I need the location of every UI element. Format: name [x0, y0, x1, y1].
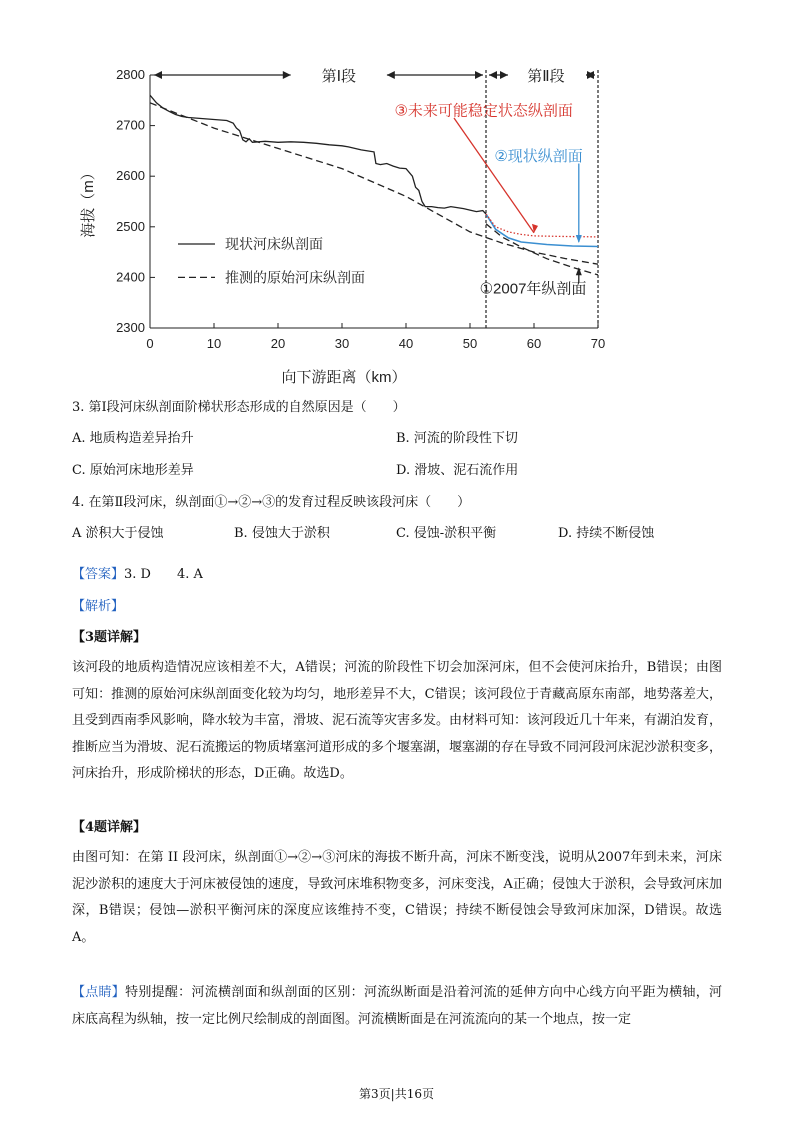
section1-arrow-left-right-head	[283, 71, 291, 79]
legend-entry-current: 现状河床纵剖面	[225, 236, 323, 253]
y-axis-label: 海拔（m）	[80, 165, 97, 238]
profile-2007-line	[486, 224, 598, 275]
annotation-2007-profile: ①2007年纵剖面	[479, 280, 587, 298]
x-tick-label: 0	[146, 336, 154, 351]
y-tick-label: 2300	[116, 320, 145, 335]
q4-option-c: C. 侵蚀-淤积平衡	[396, 526, 497, 541]
x-tick-label: 60	[526, 336, 542, 351]
answer-text: 3. D 4. A	[124, 567, 203, 582]
section1-arrow-left-left-head	[154, 71, 162, 79]
q4-option-d: D. 持续不断侵蚀	[558, 526, 655, 541]
y-tick-label: 2800	[116, 67, 145, 82]
question-4-stem: 4. 在第Ⅱ段河床，纵剖面①→②→③的发育过程反映该段河床（ ）	[72, 495, 471, 510]
q3-option-a: A. 地质构造差异抬升	[72, 431, 194, 446]
river-profile-chart	[70, 55, 630, 400]
q3-detail-label: 【3题详解】	[72, 630, 147, 645]
q3-option-d: D. 滑坡、泥石流作用	[396, 463, 519, 478]
page-footer: 第3页|共16页	[359, 1087, 434, 1101]
x-tick-label: 50	[462, 336, 478, 351]
section1-arrow-right-right-head	[475, 71, 483, 79]
annotation-current-profile: ②现状纵剖面	[494, 147, 583, 165]
annotation-future-pointer	[454, 118, 534, 233]
section2-label: 第Ⅱ段	[527, 68, 565, 85]
x-tick-label: 30	[334, 336, 350, 351]
y-tick-label: 2700	[116, 117, 145, 133]
answer-line	[72, 565, 203, 585]
y-tick-label: 2500	[116, 218, 145, 234]
annotation-current-arrowhead	[576, 235, 582, 243]
analysis-label: 【解析】	[72, 599, 125, 614]
x-axis-label: 向下游距离（km）	[281, 369, 407, 386]
legend-entry-original: 推测的原始河床纵剖面	[225, 269, 365, 286]
section1-label: 第Ⅰ段	[321, 68, 357, 85]
section2-arrow-left-left-head	[489, 71, 497, 79]
original-riverbed-line	[150, 103, 598, 264]
x-tick-label: 10	[206, 336, 222, 351]
q4-option-a: A 淤积大于侵蚀	[72, 526, 164, 541]
q4-detail-label: 【4题详解】	[72, 820, 147, 835]
y-tick-label: 2600	[116, 168, 145, 184]
section2-arrow-left-right-head	[500, 71, 508, 79]
q3-option-c: C. 原始河床地形差异	[72, 463, 194, 478]
annotation-future-profile: ③未来可能稳定状态纵剖面	[394, 102, 573, 120]
q3-option-b: B. 河流的阶段性下切	[396, 431, 518, 446]
x-tick-label: 70	[590, 336, 606, 351]
q4-detail-text: 由图可知：在第 II 段河床，纵剖面①→②→③河床的海拔不断升高，河床不断变浅，说明从2007年到未来，河床泥沙淤积的速度大于河床被侵蚀的速度，导致河床堆积物变多，河床变浅，A正确；侵蚀大于淤积，会导致河床加深，B错误；侵蚀—淤积平衡河床的深度应该维持不变，C错误；持续不断侵蚀会导致河床加深，D错误。故选A。	[72, 850, 722, 945]
x-tick-label: 20	[270, 336, 286, 351]
tip-label: 【点睛】	[72, 985, 126, 1000]
x-tick-label: 40	[398, 336, 414, 351]
q4-option-b: B. 侵蚀大于淤积	[234, 526, 330, 541]
section1-arrow-right-left-head	[387, 71, 395, 79]
question-3-stem: 3. 第Ⅰ段河床纵剖面阶梯状形态形成的自然原因是（ ）	[72, 400, 406, 415]
q3-detail-text: 该河段的地质构造情况应该相差不大，A错误；河流的阶段性下切会加深河床，但不会使河床抬升，B错误；由图可知：推测的原始河床纵剖面变化较为均匀，地形差异不大，C错误；该河段位于青藏高原东南部，地势落差大，且受到西南季风影响，降水较为丰富，滑坡、泥石流等灾害多发。由材料可知：该河段近几十年来，有湖泊发育，推断应当为滑坡、泥石流搬运的物质堵塞河道形成的多个堰塞湖，堰塞湖的存在导致不同河段河床泥沙淤积变多，河床抬升，形成阶梯状的形态，D正确。故选D。	[72, 660, 723, 781]
current-profile-line	[486, 214, 598, 246]
y-tick-label: 2400	[116, 269, 145, 285]
tip-text: 特别提醒：河流横剖面和纵剖面的区别：河流纵断面是沿着河流的延伸方向中心线方向平距为横轴，河床底高程为纵轴，按一定比例尺绘制成的剖面图。河流横断面是在河流流向的某一个地点，按一定	[72, 985, 722, 1027]
tip-paragraph	[72, 980, 722, 1033]
answer-label: 【答案】	[72, 567, 125, 582]
